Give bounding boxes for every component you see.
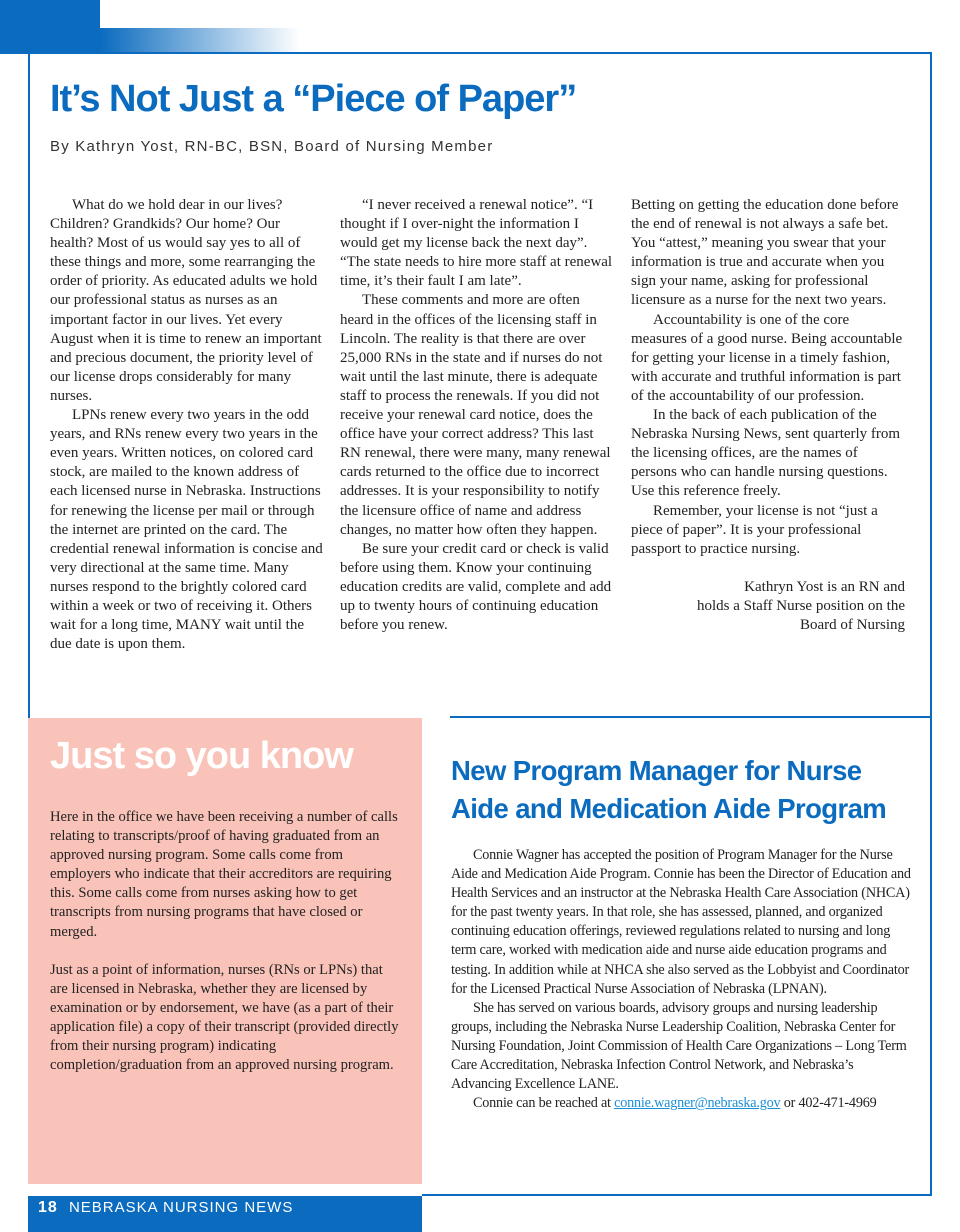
top-corner-block	[0, 0, 100, 54]
article-column-1	[50, 196, 324, 654]
article-column-2	[340, 196, 616, 635]
program-manager-paragraph: Connie Wagner has accepted the position of Program Manager for the Nurse Aide and Medication Aide Program. Connie has been the Director of Education and Health Services and an instructor at the Nebraska Health Care Association (NHCA) for the past twenty years. In that role, she has assessed, planned, and organized continuing education offerings, reviewed regulations related to nursing and long term care, worked with medication aide and nurse aide education programs and testing. In addition while at NHCA she also served as the Lobbyist and Coordinator for the Licensed Practical Nurse Association of Nebraska (LPNAN).	[451, 847, 911, 997]
program-manager-body	[451, 846, 911, 1113]
article-paragraph: Accountability is one of the core measures of a good nurse. Being accountable for getting your license in a timely fashion, with accurate and truthful information is part of the accountability of our profession.	[631, 311, 903, 404]
article-paragraph: What do we hold dear in our lives? Children? Grandkids? Our home? Our health? Most of us would say yes to all of these things and more, some rearranging the order of priority. As educated adults we hold our professional status as nurses as an important factor in our lives. Yet every August when it is time to renew an important and precious document, the priority level of our license drops considerably for many nurses.	[50, 197, 322, 404]
jsyk-paragraph: Here in the office we have been receiving a number of calls relating to transcripts/proof of having graduated from an approved nursing program. Some calls come from employers who indicate that their accreditors are requiring this. Some calls come from nurses asking how to get transcripts from nursing programs that have closed or merged.	[50, 809, 398, 940]
article-paragraph: “I never received a renewal notice”. “I thought if I over-night the information I would get my license back the next day”. “The state needs to hire more staff at renewal time, it’s their fault I am late”.	[340, 197, 613, 290]
publication-name: NEBRASKA NURSING NEWS	[68, 1199, 294, 1216]
just-so-you-know-body	[50, 808, 400, 1094]
just-so-you-know-title: Just so you know	[50, 735, 353, 777]
article-byline: By Kathryn Yost, RN-BC, BSN, Board of Nursing Member	[50, 138, 494, 155]
article-paragraph: LPNs renew every two years in the odd years, and RNs renew every two years in the even years. Written notices, on colored card stock, are mailed to the known address of each licensed nurse in Nebraska. Instructions for renewing the license per mail or through the internet are printed on the card. The credential renewal information is concise and very directional at the same time. Many nurses respond to the brightly colored card within a week or two of receiving it. Others wait for a long time, MANY wait until the due date is upon them.	[50, 407, 323, 653]
signature-line: holds a Staff Nurse position on the	[696, 597, 905, 614]
contact-line	[451, 1094, 911, 1113]
frame-rule-right	[930, 52, 932, 1196]
signature-line: Board of Nursing	[800, 616, 905, 633]
jsyk-paragraph: Just as a point of information, nurses (RNs or LPNs) that are licensed in Nebraska, whether they are licensed by examination or by endorsement, we have (as a part of their application file) a copy of their transcript (provided directly from their nursing program) indicating completion/graduation from an approved nursing program.	[50, 961, 399, 1074]
signature-line: Kathryn Yost is an RN and	[744, 578, 905, 595]
article-title: It’s Not Just a “Piece of Paper”	[50, 78, 577, 120]
contact-email-link[interactable]: connie.wagner@nebraska.gov	[614, 1095, 781, 1112]
page-number: 18	[38, 1199, 58, 1216]
article-paragraph: These comments and more are often heard in the offices of the licensing staff in Lincoln. The reality is that there are over 25,000 RNs in the state and if nurses do not wait until the last minute, there is adequate staff to process the renewals. If you did not receive your renewal card notice, does the office have your correct address? This last RN renewal, there were many, many renewal cards returned to the office due to incorrect addresses. It is your responsibility to notify the licensure office of name and address changes, no matter how often they happen.	[340, 292, 611, 538]
article-paragraph: In the back of each publication of the Nebraska Nursing News, sent quarterly from the licensing offices, are the names of persons who can handle nursing questions. Use this reference freely.	[631, 407, 901, 500]
program-manager-title: New Program Manager for Nurse Aide and Medication Aide Program	[451, 755, 887, 824]
contact-suffix: or 402-471-4969	[783, 1095, 877, 1112]
article-paragraph: Betting on getting the education done before the end of renewal is not always a safe bet. You “attest,” meaning you swear that your information is true and accurate when you sign your name, asking for professional licensure as a nurse for the next two years.	[631, 197, 899, 309]
footer-text	[38, 1199, 293, 1217]
article-column-3	[631, 196, 905, 635]
program-manager-paragraph: She has served on various boards, advisory groups and nursing leadership groups, including the Nebraska Nurse Leadership Coalition, Nebraska Center for Nursing Foundation, Joint Commission of Health Care Organizations – Long Term Care Accreditation, Nebraska Infection Control Network, and Nebraska’s Advancing Excellence LANE.	[451, 999, 907, 1093]
article-paragraph: Remember, your license is not “just a piece of paper”. It is your professional passport to practice nursing.	[631, 502, 878, 557]
frame-rule-top	[28, 52, 932, 54]
contact-prefix: Connie can be reached at	[473, 1095, 611, 1112]
top-gradient-bar	[100, 28, 300, 54]
section-divider	[450, 716, 932, 718]
article-paragraph: Be sure your credit card or check is valid before using them. Know your continuing education credits are valid, complete and add up to twenty hours of continuing education before you renew.	[340, 540, 612, 634]
frame-rule-bottom	[422, 1194, 932, 1196]
author-signature	[631, 578, 905, 635]
frame-rule-left	[28, 52, 30, 718]
